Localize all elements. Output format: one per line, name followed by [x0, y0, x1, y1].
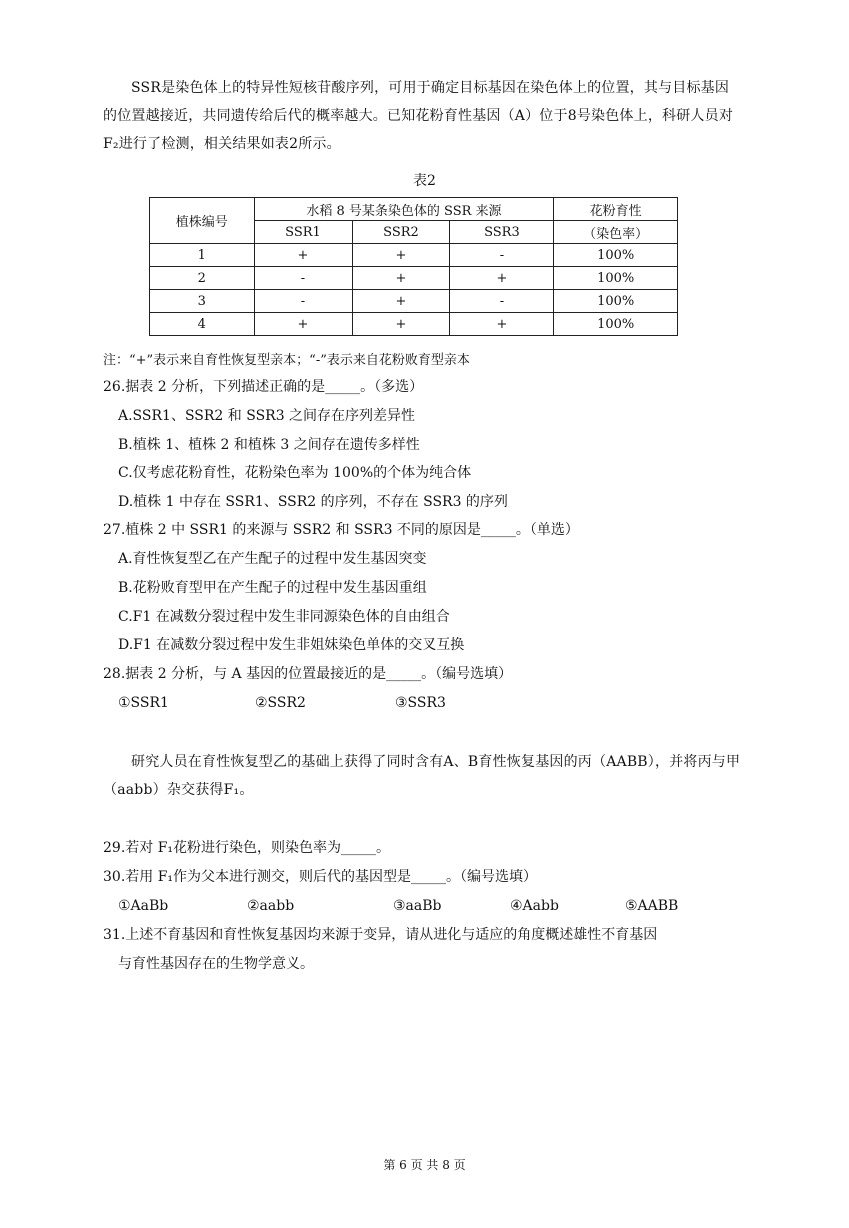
cell-rate: 100%: [554, 267, 678, 290]
cell-rate: 100%: [554, 313, 678, 336]
q26-stem: 26.据表 2 分析，下列描述正确的是_____。（多选）: [103, 379, 424, 395]
cell-ssr3: +: [450, 313, 554, 336]
q31-line-1: 31.上述不育基因和育性恢复基因均来源于变异，请从进化与适应的角度概述雄性不育基因: [103, 927, 658, 943]
header-plant-id: 植株编号: [150, 198, 255, 244]
paragraph-2: 研究人员在育性恢复型乙的基础上获得了同时含有A、B育性恢复基因的丙（AABB），并将丙与甲（aabb）杂交获得F₁。: [103, 754, 741, 798]
table-caption: 表2: [413, 173, 436, 189]
q28-choice-3: ③SSR3: [395, 695, 446, 711]
ssr-table: [149, 197, 678, 336]
q28-stem: 28.据表 2 分析，与 A 基因的位置最接近的是_____。（编号选填）: [103, 666, 513, 682]
q27-option-a: A.育性恢复型乙在产生配子的过程中发生基因突变: [118, 551, 427, 567]
page-footer: 第 6 页 共 8 页: [383, 1158, 466, 1172]
q30-stem: 30.若用 F₁作为父本进行测交，则后代的基因型是_____。（编号选填）: [103, 869, 538, 885]
cell-ssr2: +: [352, 290, 450, 313]
cell-ssr2: +: [352, 313, 450, 336]
table-row: [150, 244, 678, 267]
header-fertility-2: （染色率）: [554, 221, 678, 244]
q30-choice-1: ①AaBb: [118, 898, 169, 914]
q30-choice-3: ③aaBb: [393, 898, 442, 914]
cell-ssr2: +: [352, 267, 450, 290]
cell-ssr1: -: [254, 290, 352, 313]
table-note: 注：“+”表示来自育性恢复型亲本；“-”表示来自花粉败育型亲本: [103, 353, 470, 368]
q27-option-b: B.花粉败育型甲在产生配子的过程中发生基因重组: [118, 580, 427, 596]
cell-ssr3: +: [450, 267, 554, 290]
q30-choice-4: ④Aabb: [510, 898, 559, 914]
cell-plant-id: 1: [150, 244, 255, 267]
cell-plant-id: 3: [150, 290, 255, 313]
q27-option-d: D.F1 在减数分裂过程中发生非姐妹染色单体的交叉互换: [118, 637, 465, 653]
header-ssr1: SSR1: [254, 221, 352, 244]
cell-ssr3: -: [450, 244, 554, 267]
q27-stem: 27.植株 2 中 SSR1 的来源与 SSR2 和 SSR3 不同的原因是_____。（单选）: [103, 522, 579, 538]
cell-plant-id: 4: [150, 313, 255, 336]
header-ssr-source: 水稻 8 号某条染色体的 SSR 来源: [254, 198, 554, 221]
cell-rate: 100%: [554, 290, 678, 313]
cell-ssr2: +: [352, 244, 450, 267]
q30-choice-5: ⑤AABB: [625, 898, 679, 914]
q31-line-2: 与育性基因存在的生物学意义。: [118, 956, 314, 972]
q28-choice-1: ①SSR1: [118, 695, 169, 711]
header-ssr2: SSR2: [352, 221, 450, 244]
header-fertility-1: 花粉育性: [554, 198, 678, 221]
table-row: [150, 313, 678, 336]
q26-option-c: C.仅考虑花粉育性，花粉染色率为 100%的个体为纯合体: [118, 465, 472, 481]
q27-option-c: C.F1 在减数分裂过程中发生非同源染色体的自由组合: [118, 609, 450, 625]
q26-option-a: A.SSR1、SSR2 和 SSR3 之间存在序列差异性: [118, 408, 416, 424]
q26-option-b: B.植株 1、植株 2 和植株 3 之间存在遗传多样性: [118, 437, 420, 453]
q26-option-d: D.植株 1 中存在 SSR1、SSR2 的序列，不存在 SSR3 的序列: [118, 494, 508, 510]
intro-paragraph: SSR是染色体上的特异性短核苷酸序列，可用于确定目标基因在染色体上的位置，其与目标基因的位置越接近，共同遗传给后代的概率越大。已知花粉育性基因（A）位于8号染色体上，科研人员对F₂进行了检测，相关结果如表2所示。: [103, 80, 734, 152]
cell-ssr3: -: [450, 290, 554, 313]
q30-choice-2: ②aabb: [247, 898, 295, 914]
cell-ssr1: +: [254, 244, 352, 267]
table-row: [150, 290, 678, 313]
header-ssr3: SSR3: [450, 221, 554, 244]
cell-ssr1: +: [254, 313, 352, 336]
q28-choice-2: ②SSR2: [255, 695, 306, 711]
cell-ssr1: -: [254, 267, 352, 290]
table-row: [150, 267, 678, 290]
cell-plant-id: 2: [150, 267, 255, 290]
q29-stem: 29.若对 F₁花粉进行染色，则染色率为_____。: [103, 840, 391, 856]
cell-rate: 100%: [554, 244, 678, 267]
